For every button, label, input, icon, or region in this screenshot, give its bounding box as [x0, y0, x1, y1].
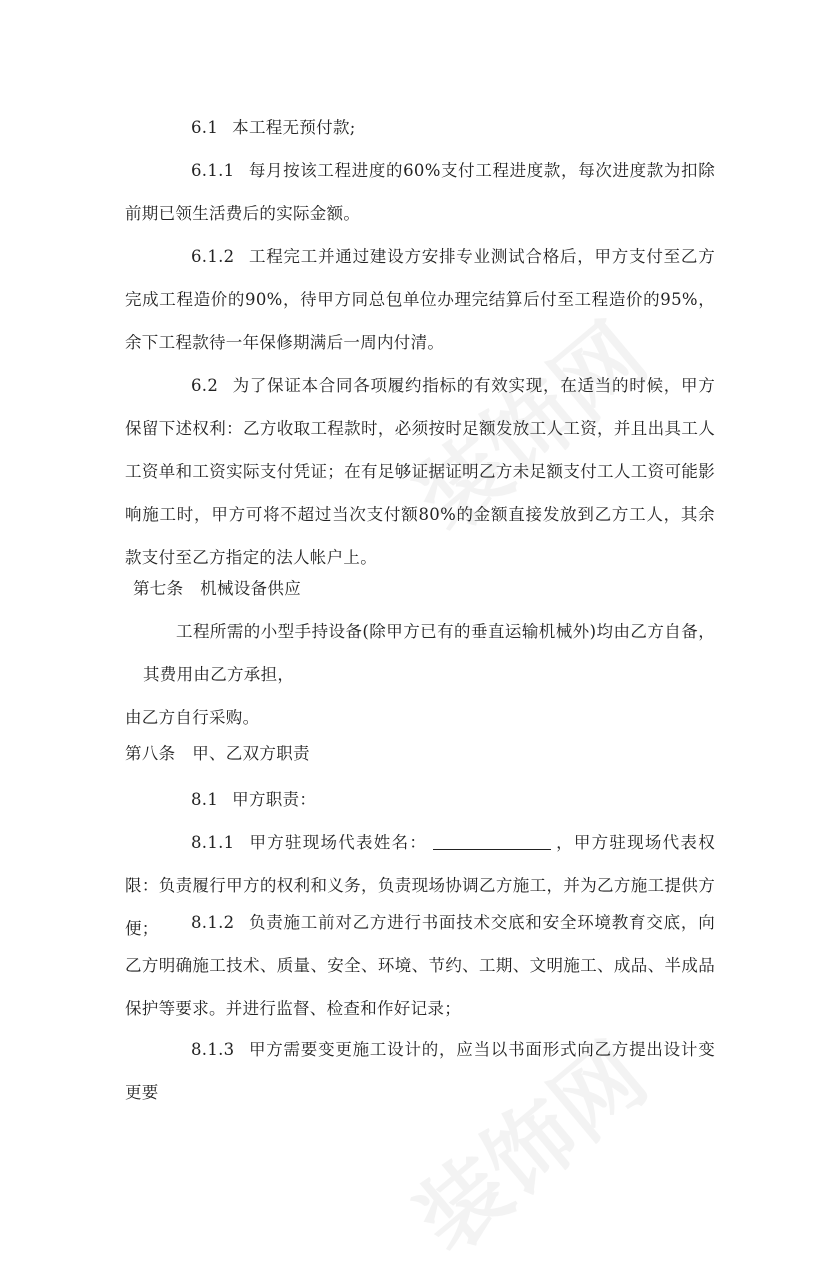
clause-number: 8.1.1 [191, 833, 235, 852]
article-7-body-tail: 由乙方自行采购。 [125, 708, 260, 727]
clause-number: 8.1.2 [191, 913, 235, 932]
representative-name-blank [433, 829, 551, 850]
clause-6-1 [125, 106, 715, 149]
clause-text: 工程所需的小型手持设备(除甲方已有的垂直运输机械外)均由乙方自备，其费用由乙方承担， [143, 622, 715, 684]
clause-number: 6.1.2 [191, 247, 235, 266]
clause-text: 为了保证本合同各项履约指标的有效实现，在适当的时候，甲方保留下述权利：乙方收取工程款时，必须按时足额发放工人工资，并且出具工人工资单和工资实际支付凭证；在有足够证据证明乙方未足额支付工人工资可能影响施工时，甲方可将不超过当次支付额80%的金额直接发放到乙方工人，其余款支付至乙方指定的法人帐户上。 [125, 376, 715, 567]
article-7-heading: 第七条 机械设备供应 [133, 579, 301, 598]
clause-6-2 [125, 364, 715, 579]
clause-6-1-2 [125, 235, 715, 364]
clause-8-1 [125, 778, 715, 821]
clause-text: 甲方需要变更施工设计的，应当以书面形式向乙方提出设计变更要 [125, 1040, 715, 1102]
article-8-heading: 第八条 甲、乙双方职责 [125, 744, 310, 763]
clause-text: 本工程无预付款; [232, 118, 356, 137]
clause-text: 甲方职责： [232, 790, 317, 809]
clause-text: 工程完工并通过建设方安排专业测试合格后，甲方支付至乙方完成工程造价的90%，待甲方同总包单位办理完结算后付至工程造价的95%，余下工程款待一年保修期满后一周内付清。 [125, 247, 715, 352]
clause-text-before-blank: 甲方驻现场代表姓名： [248, 833, 428, 852]
article-7-body [143, 610, 715, 696]
clause-8-1-3 [125, 1028, 715, 1114]
clause-number: 8.1.3 [191, 1040, 235, 1059]
clause-text: 每月按该工程进度的60%支付工程进度款，每次进度款为扣除前期已领生活费后的实际金额。 [125, 161, 715, 223]
clause-number: 6.2 [191, 376, 219, 395]
clause-number: 8.1 [191, 790, 219, 809]
clause-text: 负责施工前对乙方进行书面技术交底和安全环境教育交底，向乙方明确施工技术、质量、安全、环境、节约、工期、文明施工、成品、半成品保护等要求。并进行监督、检查和作好记录； [125, 913, 715, 1018]
clause-8-1-2 [125, 901, 715, 1030]
clause-text-after-blank: ，甲方驻现场代表权限：负责履行甲方的权利和义务，负责现场协调乙方施工，并为乙方施工提供方便； [125, 833, 715, 938]
clause-number: 6.1 [191, 118, 219, 137]
clause-number: 6.1.1 [191, 161, 235, 180]
clause-6-1-1 [125, 149, 715, 235]
